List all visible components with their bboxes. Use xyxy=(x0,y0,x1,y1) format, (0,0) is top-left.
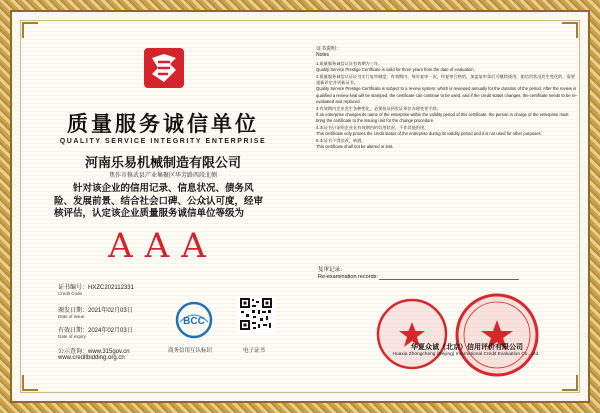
company-name: 河南乐易机械制造有限公司 xyxy=(84,156,241,171)
credit-grade: AAA xyxy=(108,226,218,266)
cert-number xyxy=(58,282,134,296)
expiry-date-label-en: Date of expiry xyxy=(58,334,86,339)
certificate-title: 质量服务诚信单位 xyxy=(67,111,259,136)
qr-code-icon[interactable] xyxy=(238,296,274,332)
cert-number-value: 证书编号：HXZC202112331 xyxy=(58,285,134,291)
note-line: 2.质量服务诚信认证证书实行复审制度，有效期内，每年复审一次，经复审合格的，加盖复审章后可继续使用，如信用状况发生变化的，需要重新评定并更新证书。 xyxy=(316,73,575,86)
note-line: Quality Service Prestige Certificate is valid for three years from the date of evaluation. xyxy=(316,67,475,73)
corner-ornament xyxy=(22,375,38,391)
corner-ornament xyxy=(22,22,38,38)
bcc-logo-text: BCC xyxy=(183,316,205,327)
issue-date xyxy=(58,305,133,319)
review-seal-icon xyxy=(374,296,450,372)
bcc-logo-icon xyxy=(174,300,214,340)
notes-heading-en: Notes xyxy=(316,52,330,59)
note-line: 4.本证书只证明企业在有效期内的信用状况，不作其他用途。 xyxy=(316,124,429,130)
reexam-records xyxy=(318,265,568,280)
note-line: 3.有效期内企业发生各种变化，必须持证到发证单位办理变更手续。 xyxy=(316,105,441,111)
cert-number-label-en: Credit Code xyxy=(58,291,83,296)
website-en: www.creditbidding.org.cn xyxy=(58,355,125,361)
note-line: Quality Service Prestige Certificate is subject to a review system, which is reviewed annually for the duration of the period. After the review is qualified a review seal will be stamped, the certificate can continue to be used, and if the credit status changes, the certificate needs to be re-evaluated and replaced. xyxy=(316,86,577,105)
qr-caption: 电子证书 xyxy=(243,348,266,354)
corner-ornament xyxy=(562,22,578,38)
expiry-date-value: 有效日期：2024年02月03日 xyxy=(58,328,133,334)
reexam-line xyxy=(379,273,519,280)
issuer-name: 华夏众诚（北京）信用评价有限公司 xyxy=(411,344,523,351)
website xyxy=(58,346,130,361)
website-cn: 公示查询：www.315gov.cn xyxy=(58,349,130,355)
credit-logo-icon xyxy=(140,44,188,92)
certificate-title-en: QUALITY SERVICE INTEGRITY ENTERPRISE xyxy=(59,138,267,145)
certificate-statement: 针对该企业的信用记录、信息状况、债务风险、发展前景、结合社会口碑、公众认可度，经审核评估，认定该企业质量服务诚信单位等级为 xyxy=(54,183,264,220)
company-address: 焦作市修武县产业集聚区华芳路西段北侧 xyxy=(108,173,217,179)
reexam-label-cn: 复审记录： xyxy=(318,267,346,273)
note-line: This certificate shall not be altered or lent. xyxy=(316,144,394,150)
bcc-caption: 商务信用互认标识 xyxy=(168,348,213,354)
note-line: 1.质量服务诚信认证有效期为三年。 xyxy=(316,60,383,66)
note-line: This certificate only proves the credit status of the enterprise during its validity period and it is not used for other purposes. xyxy=(316,131,542,137)
note-line: If an enterprise changes its name of the enterprise within the validity period of this certificate, the person in charge of the enterprise must bring the certificate to the issuing unit for the change procedure. xyxy=(316,112,569,124)
issue-date-label-en: Date of issue xyxy=(58,314,85,319)
issuer-name-en: Huaxia Zhongcheng (Beijing) International Credit Evaluation Co., Ltd. xyxy=(392,352,540,357)
notes-heading: 证书说明： xyxy=(316,46,342,52)
official-seal-icon xyxy=(452,290,542,380)
note-line: 5.本证书不得涂改、转借。 xyxy=(316,137,366,143)
certificate-notes xyxy=(316,46,578,151)
issue-date-value: 颁发日期：2021年02月03日 xyxy=(58,308,133,314)
reexam-label-en: Re-examination records: xyxy=(318,274,378,280)
expiry-date xyxy=(58,325,133,339)
corner-ornament xyxy=(562,375,578,391)
